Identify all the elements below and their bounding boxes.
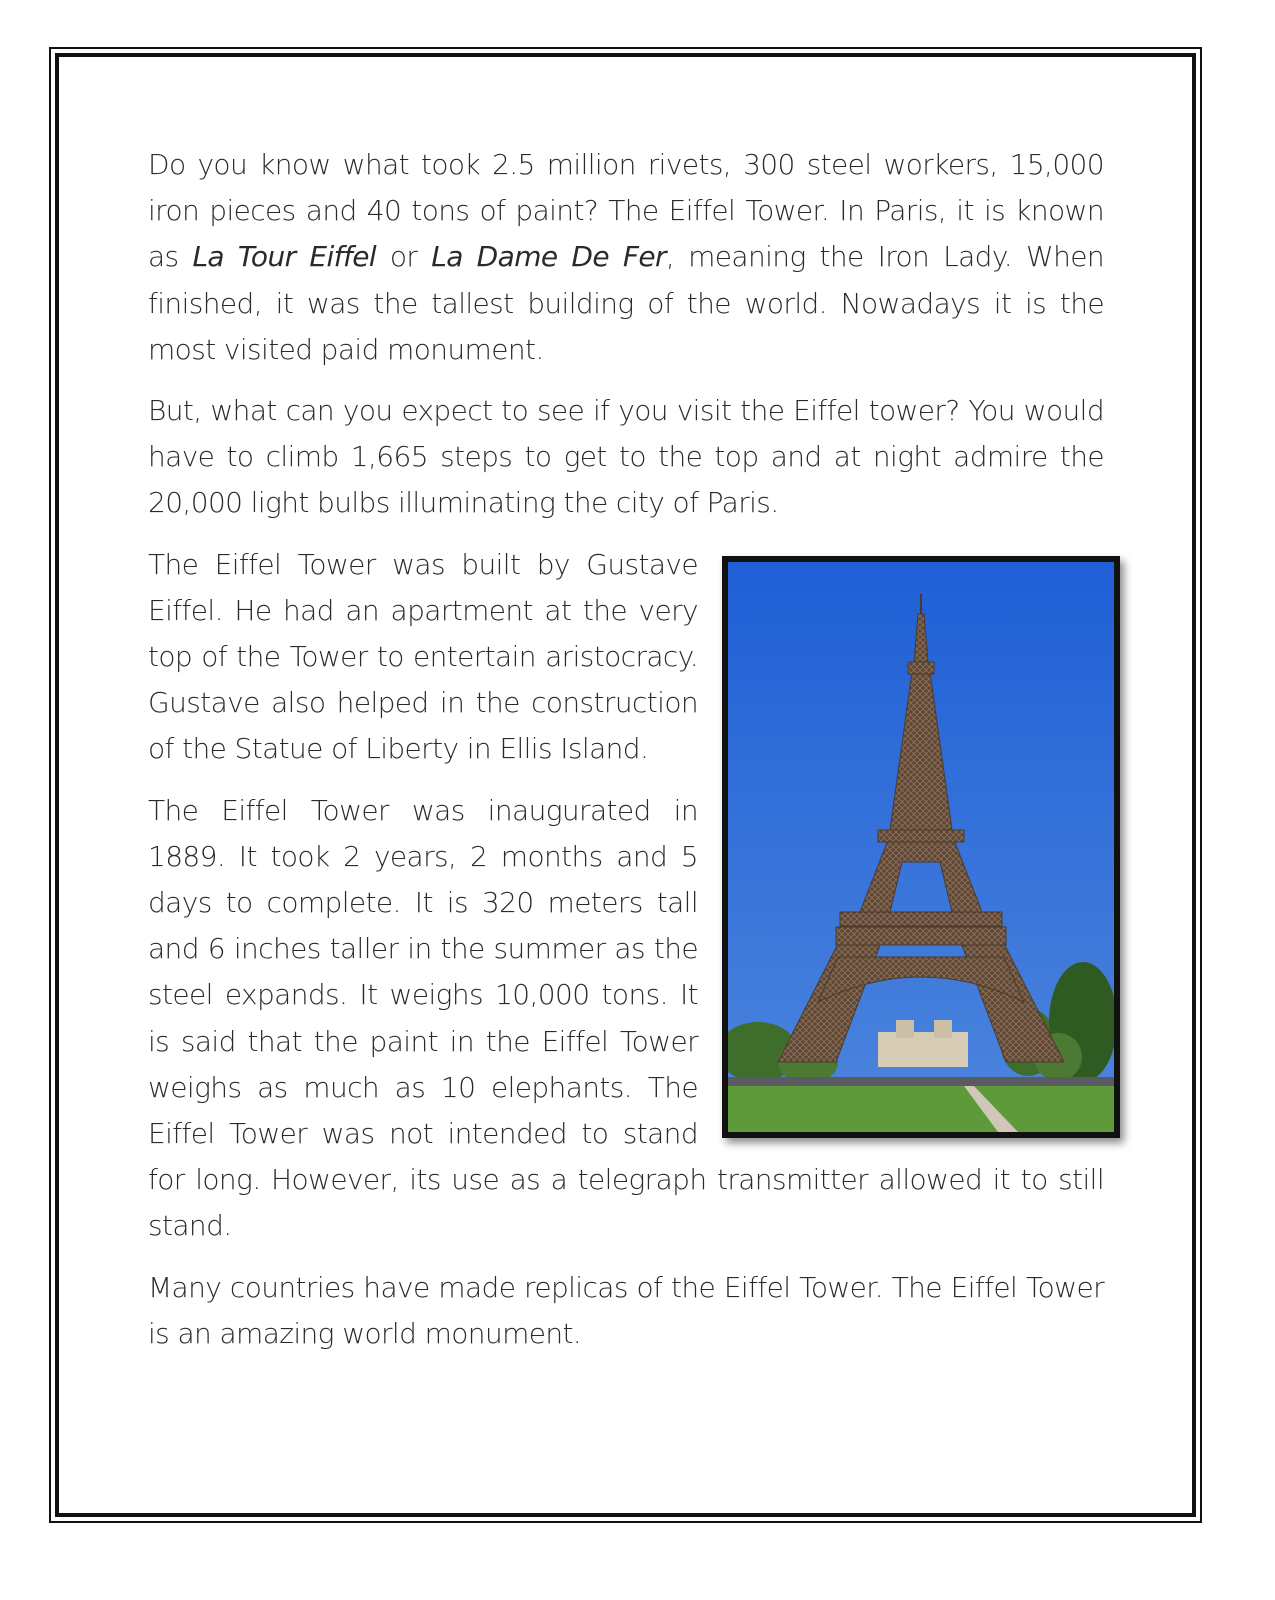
grass <box>728 1086 1114 1132</box>
paragraph-facts-text: The Eiffel Tower was inaugurated in 1889. It took 2 years, 2 months and 5 days to complete. It is 320 meters tall and 6 inches taller in the summer as the steel expands. It weighs 10,000 tons. It is said that the paint in the Eiffel Tower weighs as much as 10 elephants. The Eiffel Tower was not intended to stand for long. However, its use as a telegraph transmitter allowed it to still stand. <box>148 793 1104 1243</box>
french-name-1: La Tour Eiffel <box>192 240 376 274</box>
eiffel-tower-image <box>728 562 1114 1132</box>
french-name-2: La Dame De Fer <box>431 240 666 274</box>
paragraph-visit-text: But, what can you expect to see if you visit the Eiffel tower? You would have to climb 1,665 steps to get to the top and at night admire the 20,000 light bulbs illuminating the city of Paris. <box>148 394 1104 520</box>
crowd <box>728 1077 1114 1087</box>
paragraph-builder-text: The Eiffel Tower was built by Gustave Eiffel. He had an apartment at the very top of the Tower to entertain aristocracy. Gustave also helped in the construction of the Statue of Liberty in Ellis Island. <box>148 547 698 766</box>
paragraph-conclusion <box>148 1265 1104 1357</box>
eiffel-tower-photo <box>722 556 1120 1138</box>
article-body <box>148 142 1104 1372</box>
paragraph-conclusion-text: Many countries have made replicas of the Eiffel Tower. The Eiffel Tower is an amazing world monument. <box>148 1270 1104 1350</box>
paragraph-visit <box>148 388 1104 527</box>
paragraph-intro: Do you know what took 2.5 million rivets, 300 steel workers, 15,000 iron pieces and 40 tons of paint? The Eiffel Tower. In Paris, it is known as La Tour Eiffel or La Dame De Fer, meaning the Iron Lady. When finished, it was the tallest building of the world. Nowadays it is the most visited paid monument. <box>148 148 1104 366</box>
